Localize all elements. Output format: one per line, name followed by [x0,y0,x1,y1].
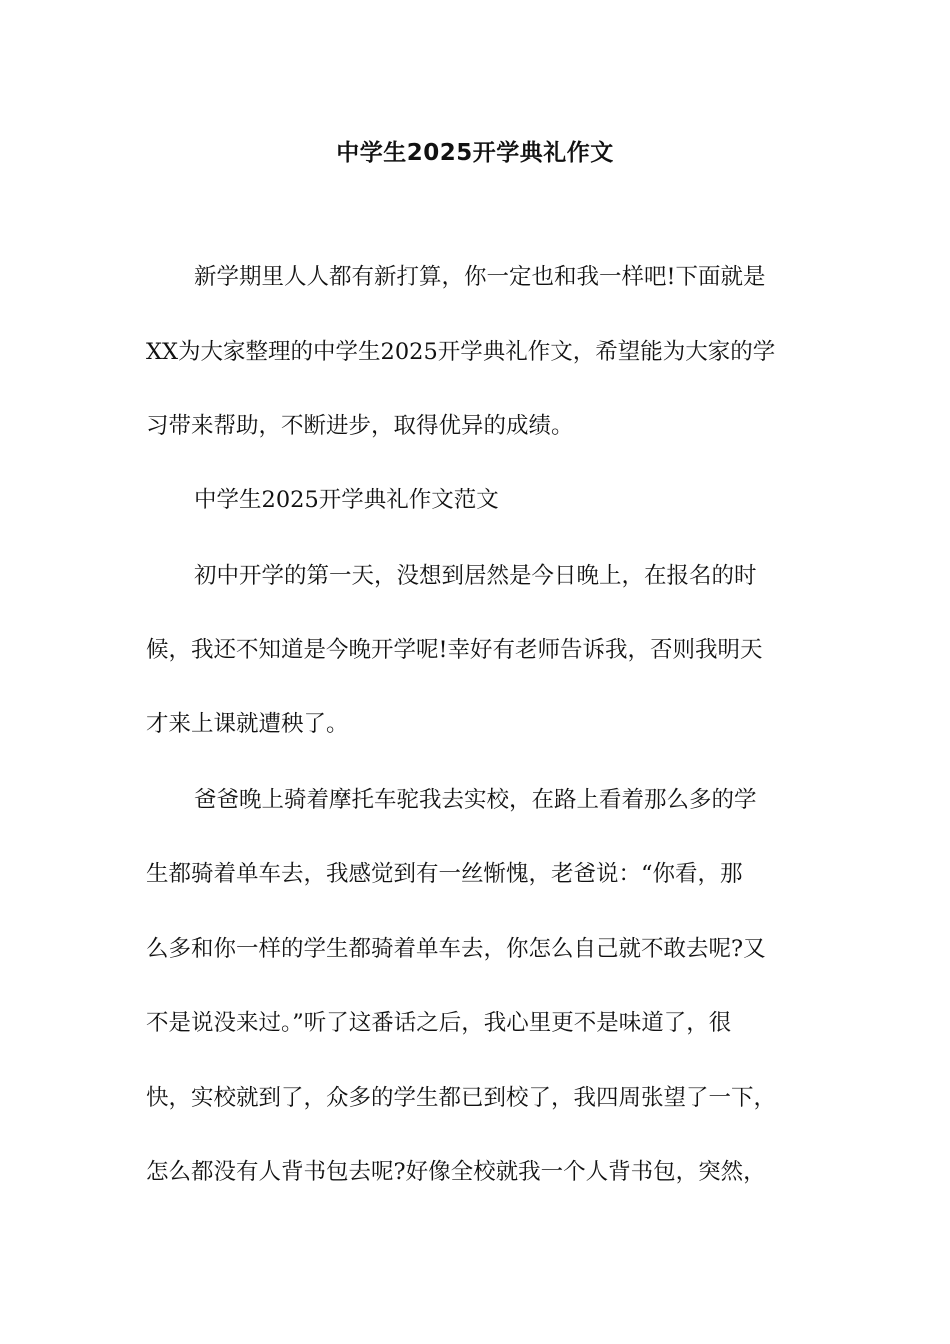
document-title: 中学生2025开学典礼作文 [336,140,614,166]
text-line-1: 新学期里人人都有新打算，你一定也和我一样吧!下面就是 [194,264,766,290]
text-line-2: XX为大家整理的中学生2025开学典礼作文，希望能为大家的学 [146,339,776,365]
section-heading: 中学生2025开学典礼作文范文 [194,487,499,513]
text-line-12: 快，实校就到了，众多的学生都已到校了，我四周张望了一下， [146,1085,777,1111]
text-line-8: 爸爸晚上骑着摩托车驼我去实校，在路上看着那么多的学 [194,787,757,813]
text-line-9: 生都骑着单车去，我感觉到有一丝惭愧，老爸说：“你看，那 [146,861,743,887]
text-line-6: 候，我还不知道是今晚开学呢!幸好有老师告诉我，否则我明天 [146,637,763,663]
text-line-3: 习带来帮助，不断进步，取得优异的成绩。 [146,413,574,439]
text-line-7: 才来上课就遭秧了。 [146,711,349,737]
text-line-13: 怎么都没有人背书包去呢?好像全校就我一个人背书包，突然， [146,1159,766,1185]
text-line-5: 初中开学的第一天，没想到居然是今日晚上，在报名的时 [194,563,757,589]
text-line-10: 么多和你一样的学生都骑着单车去，你怎么自己就不敢去呢?又 [146,936,766,962]
text-line-11: 不是说没来过。”听了这番话之后，我心里更不是味道了，很 [146,1010,732,1036]
